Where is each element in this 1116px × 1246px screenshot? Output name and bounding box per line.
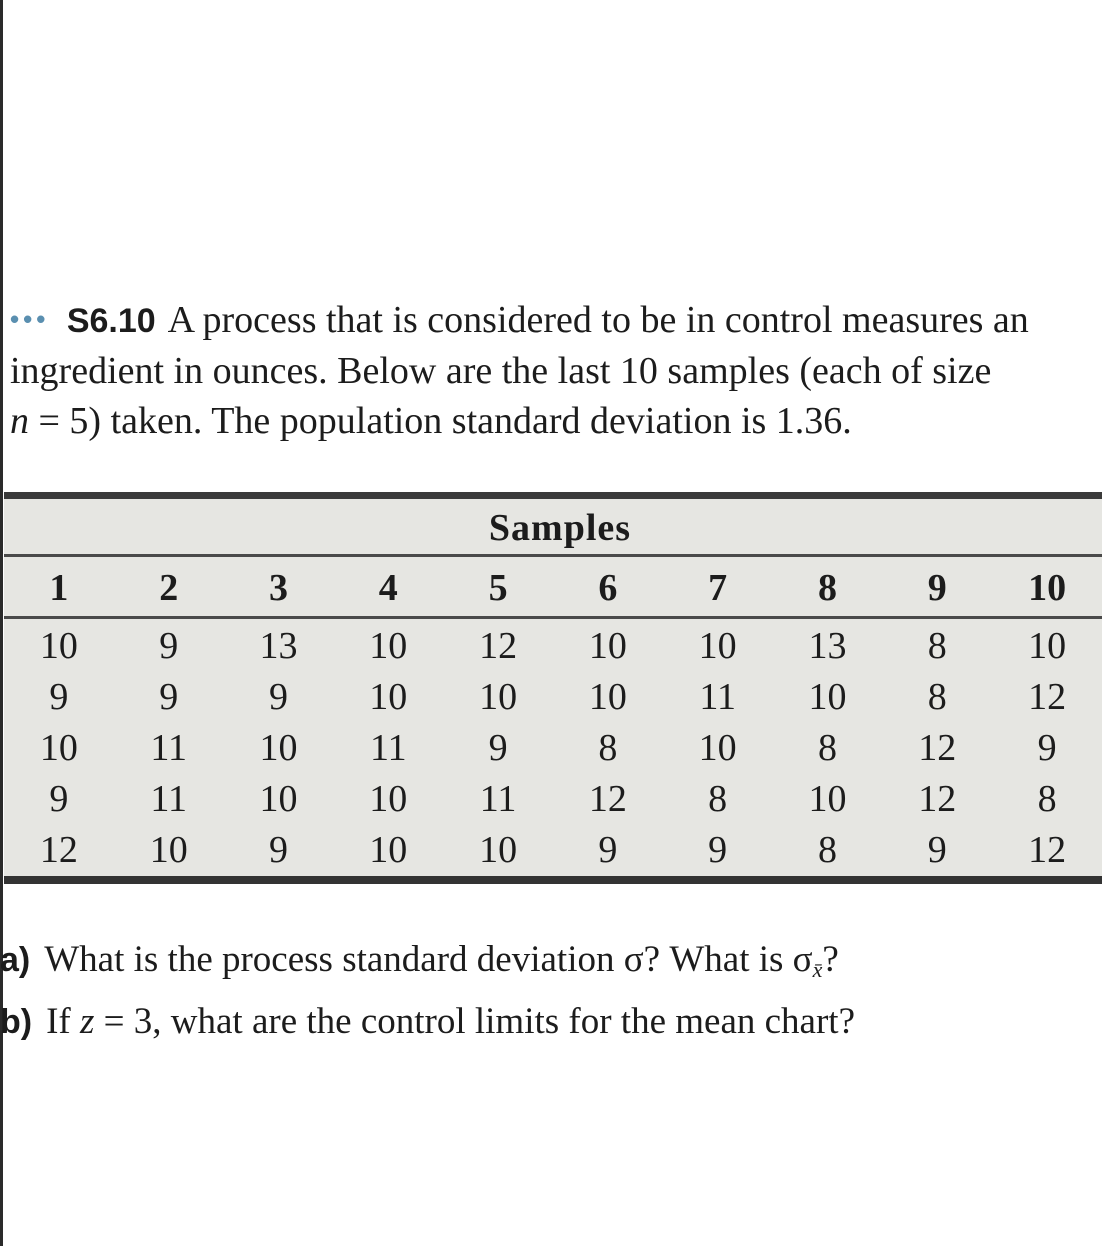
column-header: 3	[268, 567, 288, 609]
column-header: 7	[708, 567, 728, 609]
table-cell: 10	[479, 675, 518, 718]
table-cell: 8	[927, 675, 947, 718]
table-cell: 10	[588, 624, 627, 667]
table-row	[4, 824, 1102, 875]
table-cell: 11	[479, 777, 517, 820]
table-cell: 9	[488, 726, 508, 769]
table-cell: 8	[817, 828, 837, 871]
problem-line-1	[10, 294, 1116, 346]
table-cell: 10	[39, 726, 78, 769]
table-cell: 9	[49, 675, 69, 718]
table-cell: 10	[149, 828, 188, 871]
question-b-text: = 3, what are the control limits for the mean chart?	[94, 1001, 856, 1042]
difficulty-marker: •••	[10, 304, 50, 334]
table-cell: 10	[588, 675, 627, 718]
table-cell: 8	[1037, 777, 1057, 820]
table-cell: 12	[1028, 828, 1067, 871]
question-a-end: ?	[822, 939, 839, 980]
question-b-label: b)	[0, 1003, 33, 1041]
table-cell: 9	[49, 777, 69, 820]
column-header: 2	[159, 567, 179, 609]
sample-size-variable: n	[10, 400, 29, 442]
table-cell: 11	[699, 675, 736, 718]
title-divider	[4, 554, 1102, 557]
column-header: 4	[378, 567, 398, 609]
column-header: 6	[598, 567, 618, 609]
table-row	[4, 722, 1102, 773]
column-header: 8	[817, 567, 837, 609]
table-cell: 10	[369, 828, 408, 871]
table-cell: 10	[369, 675, 408, 718]
table-cell: 10	[1028, 624, 1067, 667]
table-cell: 9	[927, 828, 947, 871]
table-cell: 9	[159, 624, 179, 667]
table-cell: 8	[708, 777, 728, 820]
samples-table	[4, 492, 1102, 884]
table-cell: 12	[588, 777, 627, 820]
table-cell: 12	[918, 726, 957, 769]
table-cell: 9	[598, 828, 618, 871]
table-cell: 8	[817, 726, 837, 769]
question-a-subscript: x̄	[812, 957, 823, 982]
samples-grid	[4, 562, 1102, 875]
problem-text-line-3: = 5) taken. The population standard deviation is 1.36.	[29, 400, 852, 442]
table-cell: 12	[918, 777, 957, 820]
question-list	[0, 934, 1116, 1048]
question-b-prefix: If	[46, 1001, 80, 1042]
table-cell: 9	[1037, 726, 1057, 769]
table-cell: 8	[927, 624, 947, 667]
table-title: Samples	[488, 507, 632, 549]
table-cell: 9	[708, 828, 728, 871]
table-top-rule	[4, 492, 1102, 499]
table-cell: 10	[808, 777, 847, 820]
table-row	[4, 620, 1102, 671]
column-header: 5	[488, 567, 508, 609]
question-b	[0, 996, 1116, 1048]
table-cell: 11	[150, 777, 187, 820]
column-header: 10	[1028, 567, 1067, 609]
table-cell: 11	[369, 726, 407, 769]
problem-text-line-1: A process that is considered to be in control measures an	[167, 299, 1029, 341]
column-header: 1	[49, 567, 69, 609]
question-a-label: a)	[0, 941, 31, 979]
question-a	[0, 934, 1116, 996]
question-a-text: What is the process standard deviation σ? What is σ	[44, 939, 813, 980]
problem-statement	[10, 294, 1116, 446]
table-cell: 13	[259, 624, 298, 667]
table-cell: 11	[150, 726, 187, 769]
table-cell: 13	[808, 624, 847, 667]
table-row	[4, 671, 1102, 722]
table-cell: 10	[698, 624, 737, 667]
problem-number: S6.10	[66, 302, 156, 340]
table-cell: 10	[479, 828, 518, 871]
table-cell: 9	[268, 828, 288, 871]
table-cell: 12	[39, 828, 78, 871]
table-cell: 12	[1028, 675, 1067, 718]
table-cell: 9	[268, 675, 288, 718]
table-cell: 10	[259, 726, 298, 769]
column-header: 9	[927, 567, 947, 609]
table-cell: 10	[369, 624, 408, 667]
z-variable: z	[80, 1001, 95, 1042]
table-cell: 10	[369, 777, 408, 820]
table-cell: 10	[698, 726, 737, 769]
table-cell: 9	[159, 675, 179, 718]
table-cell: 10	[39, 624, 78, 667]
table-cell: 12	[479, 624, 518, 667]
problem-line-2: ingredient in ounces. Below are the last 10 samples (each of size	[10, 350, 992, 392]
table-cell: 10	[259, 777, 298, 820]
table-cell: 8	[598, 726, 618, 769]
table-cell: 10	[808, 675, 847, 718]
page-left-border	[0, 0, 3, 1246]
table-row	[4, 773, 1102, 824]
table-bottom-rule	[4, 876, 1102, 884]
problem-line-3	[10, 396, 1116, 446]
column-header-row	[4, 562, 1102, 614]
